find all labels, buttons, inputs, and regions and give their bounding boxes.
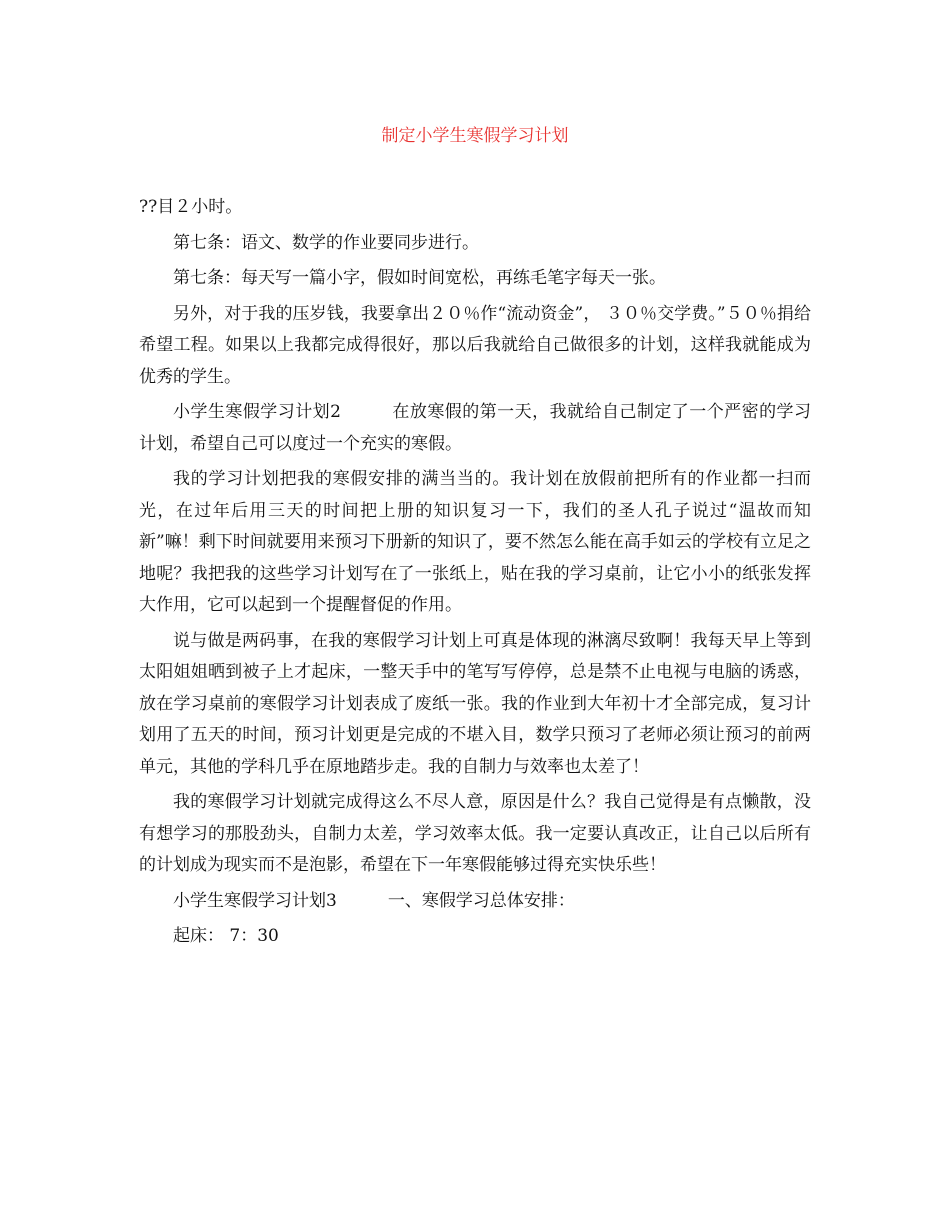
document-title: 制定小学生寒假学习计划 — [381, 126, 569, 146]
paragraph — [139, 397, 811, 460]
paragraph: 我的寒假学习计划就完成得这么不尽人意，原因是什么？我自己觉得是有点懒散，没有想学习的那股劲头，自制力太差，学习效率太低。我一定要认真改正，让自己以后所有的计划成为现实而不是泡影，希望在下一年寒假能够过得充实快乐些！ — [139, 792, 811, 875]
section-heading: 小学生寒假学习计划2 — [173, 402, 341, 422]
paragraph — [139, 886, 811, 918]
paragraph: 起床： 7：30 — [173, 926, 279, 946]
paragraph: 第七条：语文、数学的作业要同步进行。 — [173, 232, 479, 253]
paragraph-text: 在放寒假的第一天，我就给自己制定了一个严密的学习计划，希望自己可以度过一个充实的寒假。 — [139, 402, 812, 454]
paragraph-text: 一、寒假学习总体安排： — [387, 890, 575, 911]
document-body — [139, 192, 811, 957]
paragraph: 另外，对于我的压岁钱，我要拿出２０％作“流动资金”， ３０％交学费。”５０％捐给希望工程。如果以上我都完成得很好，那以后我就给自己做很多的计划，这样我就能成为优秀的学生。 — [139, 303, 811, 387]
section-heading: 小学生寒假学习计划3 — [173, 890, 337, 911]
paragraph: 说与做是两码事，在我的寒假学习计划上可真是体现的淋漓尽致啊！我每天早上等到太阳姐姐晒到被子上才起床，一整天手中的笔写写停停，总是禁不止电视与电脑的诱惑，放在学习桌前的寒假学习计划表成了废纸一张。我的作业到大年初十才全部完成，复习计划用了五天的时间，预习计划更是完成的不堪入目，数学只预习了老师必须让预习的前两单元，其他的学科几乎在原地踏步走。我的自制力与效率也太差了！ — [139, 630, 811, 777]
paragraph: ??目２小时。 — [139, 197, 243, 217]
paragraph: 我的学习计划把我的寒假安排的满当当的。我计划在放假前把所有的作业都一扫而光，在过年后用三天的时间把上册的知识复习一下，我们的圣人孔子说过“温故而知新”嘛！剩下时间就要用来预习下册新的知识了，要不然怎么能在高手如云的学校有立足之地呢？我把我的这些学习计划写在了一张纸上，贴在我的学习桌前，让它小小的纸张发挥大作用，它可以起到一个提醒督促的作用。 — [139, 469, 811, 615]
paragraph: 第七条：每天写一篇小字，假如时间宽松，再练毛笔字每天一张。 — [173, 268, 666, 288]
